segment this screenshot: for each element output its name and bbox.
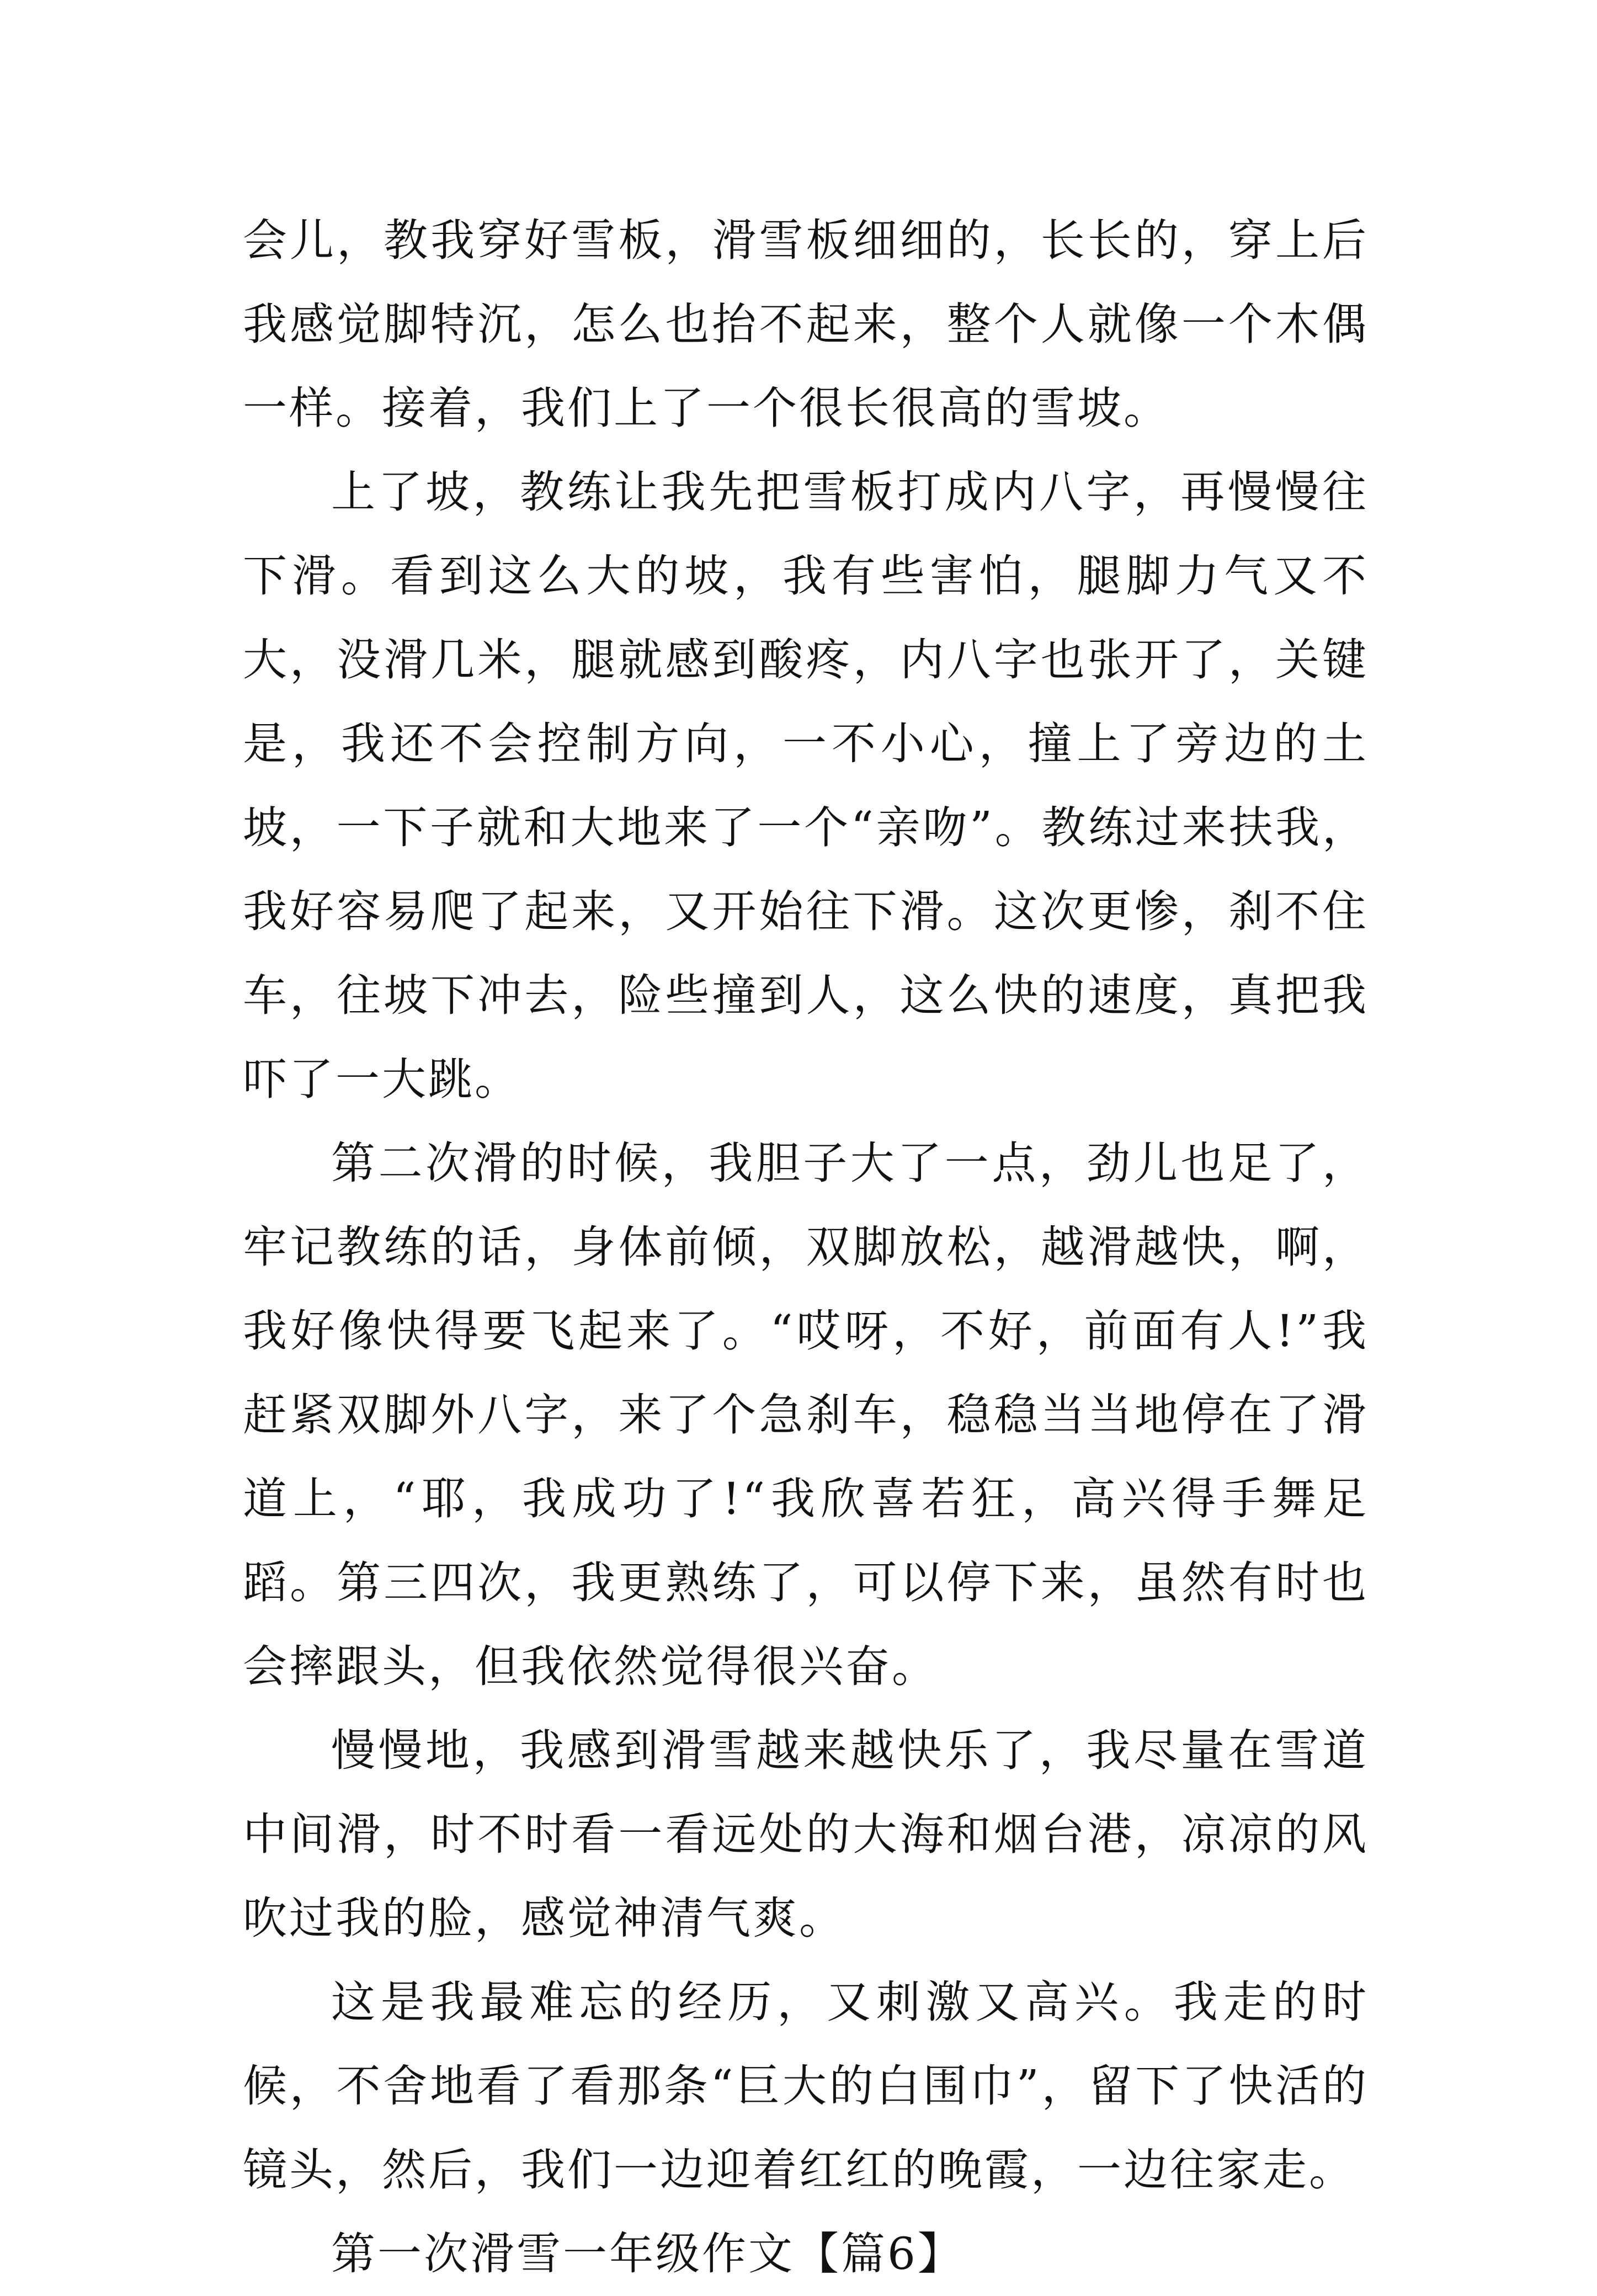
- section-heading: 第一次滑雪一年级作文【篇6】: [331, 2228, 964, 2279]
- paragraph-4: 慢慢地，我感到滑雪越来越快乐了，我尽量在雪道中间滑，时不时看一看远处的大海和烟台港，凉凉的风吹过我的脸，感觉神清气爽。: [243, 1725, 1369, 1944]
- document-body: [243, 199, 1369, 2296]
- paragraph-5: 这是我最难忘的经历，又刺激又高兴。我走的时候，不舍地看了看那条“巨大的白围巾”，留下了快活的镜头，然后，我们一边迎着红红的晚霞，一边往家走。: [243, 1976, 1369, 2196]
- paragraph-3: 第二次滑的时候，我胆子大了一点，劲儿也足了，牢记教练的话，身体前倾，双脚放松，越滑越快，啊，我好像快得要飞起来了。“哎呀，不好，前面有人!”我赶紧双脚外八字，来了个急刹车，稳稳当当地停在了滑道上，“耶，我成功了!“我欣喜若狂，高兴得手舞足蹈。第三四次，我更熟练了，可以停下来，虽然有时也会摔跟头，但我依然觉得很兴奋。: [243, 1138, 1369, 1692]
- paragraph-1: 会儿，教我穿好雪板，滑雪板细细的，长长的，穿上后我感觉脚特沉，怎么也抬不起来，整个人就像一个木偶一样。接着，我们上了一个很长很高的雪坡。: [243, 215, 1369, 434]
- paragraph-2: 上了坡，教练让我先把雪板打成内八字，再慢慢往下滑。看到这么大的坡，我有些害怕，腿脚力气又不大，没滑几米，腿就感到酸疼，内八字也张开了，关键是，我还不会控制方向，一不小心，撞上了旁边的土坡，一下子就和大地来了一个“亲吻”。教练过来扶我，我好容易爬了起来，又开始往下滑。这次更惨，刹不住车，往坡下冲去，险些撞到人，这么快的速度，真把我吓了一大跳。: [243, 466, 1369, 1105]
